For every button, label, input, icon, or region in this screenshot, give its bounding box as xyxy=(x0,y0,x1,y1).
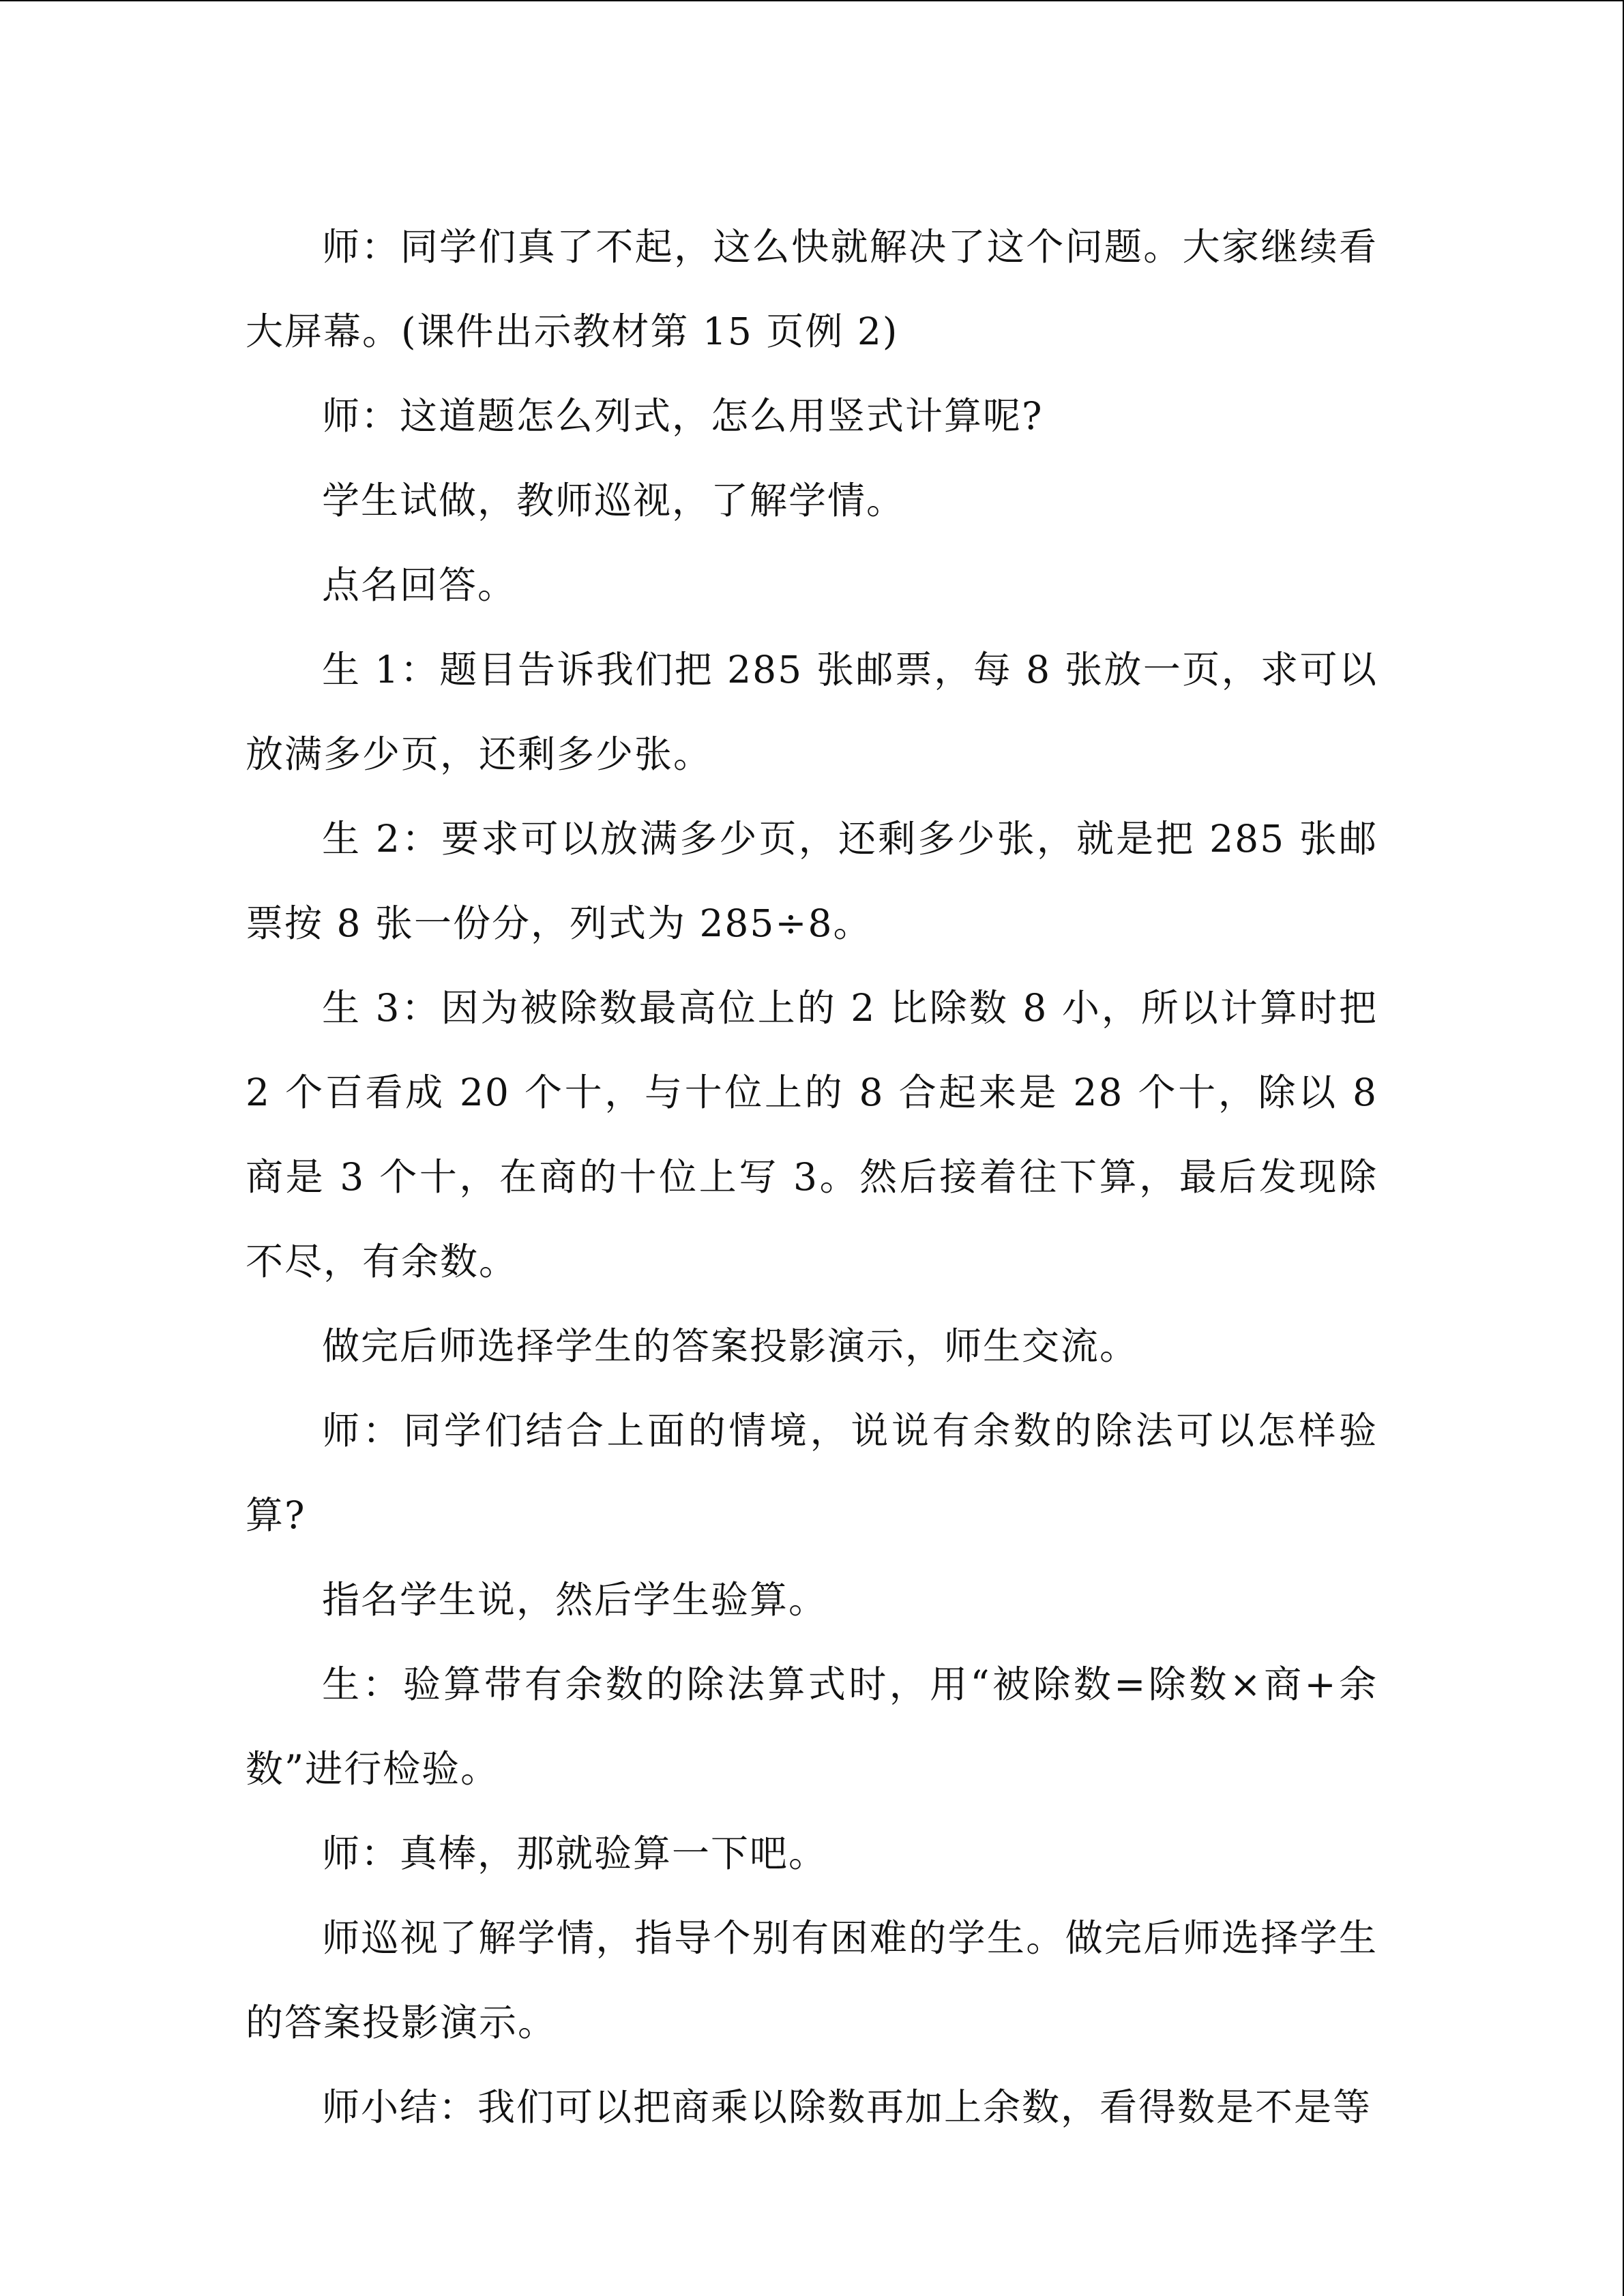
paragraph: 生 2：要求可以放满多少页，还剩多少张，就是把 285 张邮票按 8 张一份分，列式为 285÷8。 xyxy=(246,817,1378,945)
paragraph: 师：同学们真了不起，这么快就解决了这个问题。大家继续看大屏幕。(课件出示教材第 15 页例 2) xyxy=(246,225,1378,353)
paragraph: 师小结：我们可以把商乘以除数再加上余数，看得数是不是等 xyxy=(322,2085,1372,2129)
paragraph: 学生试做，教师巡视，了解学情。 xyxy=(322,479,906,522)
paragraph: 师：真棒，那就验算一下吧。 xyxy=(322,1832,828,1875)
paragraph: 生 1：题目告诉我们把 285 张邮票，每 8 张放一页，求可以放满多少页，还剩多少张。 xyxy=(246,648,1378,776)
paragraph: 做完后师选择学生的答案投影演示，师生交流。 xyxy=(322,1324,1139,1368)
paragraph: 师：这道题怎么列式，怎么用竖式计算呢? xyxy=(322,394,1044,438)
paragraph: 点名回答。 xyxy=(322,563,517,607)
paragraph: 生：验算带有余数的除法算式时，用“被除数=除数×商+余数”进行检验。 xyxy=(246,1663,1378,1791)
paragraph: 师：同学们结合上面的情境，说说有余数的除法可以怎样验算? xyxy=(246,1409,1378,1537)
paragraph: 指名学生说，然后学生验算。 xyxy=(322,1578,828,1622)
paragraph: 师巡视了解学情，指导个别有困难的学生。做完后师选择学生的答案投影演示。 xyxy=(246,1916,1378,2044)
document-body xyxy=(246,205,1378,2149)
paragraph: 生 3：因为被除数最高位上的 2 比除数 8 小，所以计算时把 2 个百看成 20 个十，与十位上的 8 合起来是 28 个十，除以 8 商是 3 个十，在商的十位上写 3。然后接着往下算，最后发现除不尽，有余数。 xyxy=(246,986,1378,1283)
